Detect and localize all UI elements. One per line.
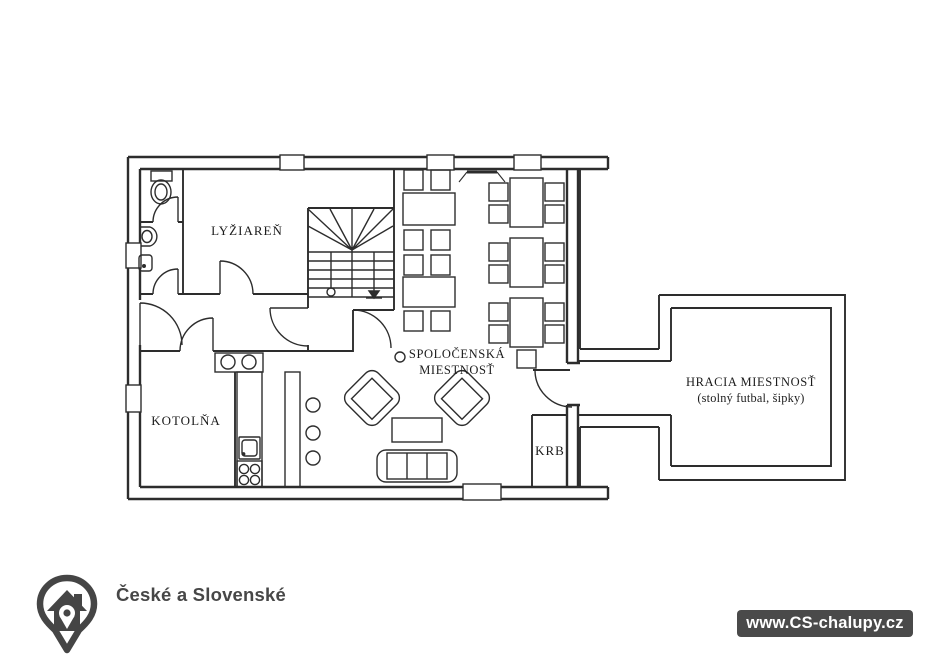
table: [510, 238, 543, 287]
bar-counter: [285, 372, 300, 487]
washbasin-inner: [142, 231, 152, 243]
staircase: [308, 208, 394, 352]
kotolna-door: [180, 318, 213, 351]
bar-stool: [306, 426, 320, 440]
game-room-walls: [578, 170, 845, 487]
chair: [545, 303, 564, 321]
window-top-1: [280, 155, 304, 170]
kitchen-fixtures: [215, 353, 320, 487]
burner: [250, 475, 259, 484]
balcony-door-symbol: [459, 172, 505, 182]
chair: [431, 170, 450, 190]
chair: [489, 183, 508, 201]
chair: [545, 265, 564, 283]
chair: [545, 243, 564, 261]
game-passage-door: [535, 370, 572, 407]
room-sublabel-hracia: (stolný futbal, šipky): [697, 391, 805, 405]
chair: [404, 255, 423, 275]
chair: [545, 325, 564, 343]
toilet-bowl-inner: [155, 184, 167, 200]
chair: [431, 230, 450, 250]
chair: [489, 205, 508, 223]
washroom-door: [153, 269, 178, 294]
burner: [239, 475, 248, 484]
burner: [250, 464, 259, 473]
lounge-area: [341, 367, 493, 482]
ceiling-light: [395, 352, 405, 362]
entrance-door: [140, 303, 182, 345]
house-map-pin-icon: [28, 573, 106, 655]
chair: [431, 311, 450, 331]
kitchen-counter: [237, 372, 262, 487]
coffee-table: [392, 418, 442, 442]
interior-walls: [140, 169, 570, 487]
bar-stool: [306, 451, 320, 465]
table: [510, 298, 543, 347]
chair: [404, 230, 423, 250]
watermark-badge: [737, 610, 913, 637]
sink-basin: [242, 355, 256, 369]
logo-text: České a Slovenské: [116, 584, 287, 605]
burner: [239, 464, 248, 473]
wc-door: [153, 197, 178, 222]
window-top-3: [514, 155, 541, 170]
window-left-2: [126, 385, 141, 412]
dining-area: [395, 170, 564, 368]
watermark-text: www.CS-chalupy.cz: [746, 614, 904, 632]
sink-basin: [221, 355, 235, 369]
bathroom-fixtures: [139, 171, 172, 271]
table: [403, 277, 455, 307]
chair: [489, 325, 508, 343]
chair: [404, 170, 423, 190]
room-label-kotolna: KOTOLŇA: [151, 413, 221, 428]
oven-dot: [242, 453, 244, 455]
sofa: [377, 450, 457, 482]
windows: [126, 155, 541, 500]
room-label-krb: KRB: [535, 443, 565, 458]
table: [403, 193, 455, 225]
chair: [489, 265, 508, 283]
table: [510, 178, 543, 227]
washbasin: [141, 227, 157, 246]
stair-landing-door: [353, 310, 391, 348]
chair: [431, 255, 450, 275]
room-label-hracia: HRACIA MIESTNOSŤ: [685, 375, 817, 389]
chair: [489, 303, 508, 321]
chair: [517, 350, 536, 368]
doors: [140, 197, 572, 407]
logo: [28, 573, 286, 655]
chair: [545, 183, 564, 201]
corridor-door: [270, 308, 308, 346]
window-bottom-1: [463, 484, 501, 500]
chair: [489, 243, 508, 261]
water-heater-dot: [143, 265, 146, 268]
bar-stool: [306, 398, 320, 412]
chair: [545, 205, 564, 223]
room-label-spolocenska-line1: SPOLOČENSKÁ: [408, 347, 506, 361]
chair: [404, 311, 423, 331]
armchair: [341, 367, 403, 429]
lyziaren-door: [220, 261, 253, 294]
room-label-spolocenska-line2: MIESTNOSŤ: [419, 363, 495, 377]
room-label-lyziaren: LYŽIAREŇ: [211, 223, 283, 238]
window-top-2: [427, 155, 454, 170]
